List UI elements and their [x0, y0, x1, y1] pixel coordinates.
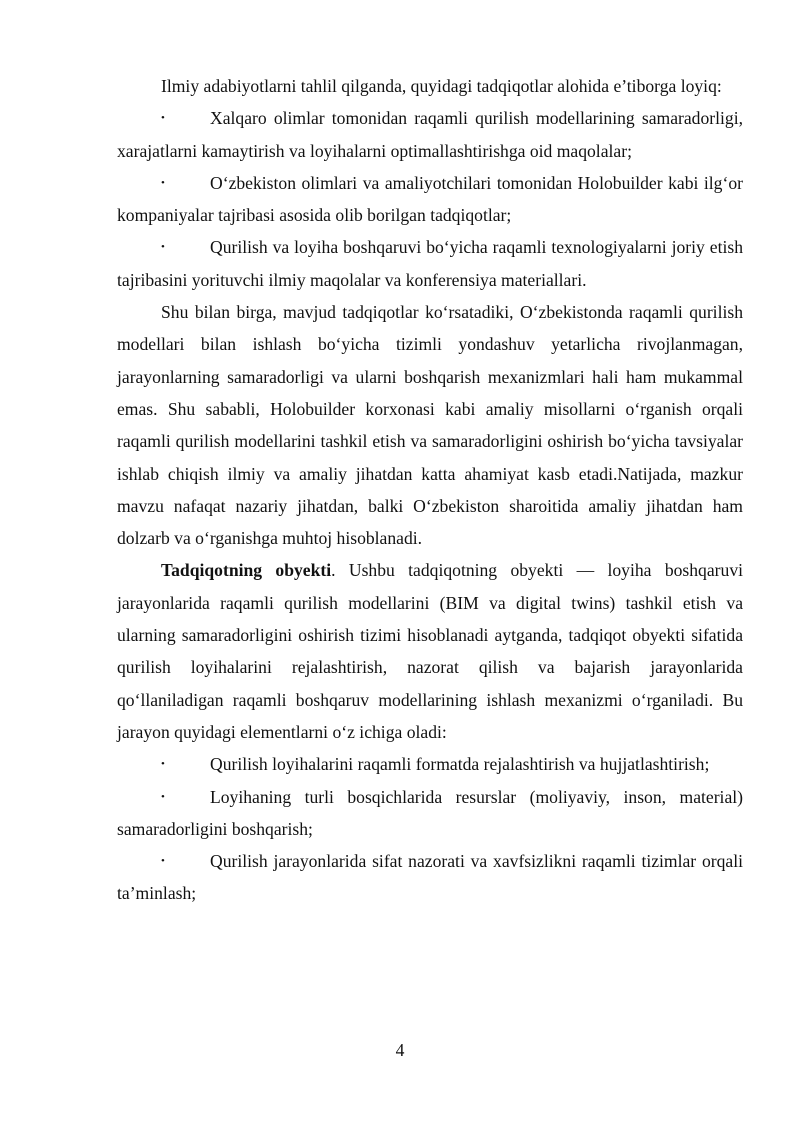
bullet-item	[117, 167, 743, 232]
object-heading: Tadqiqotning obyekti	[161, 560, 332, 581]
bullet-text: Qurilish va loyiha boshqaruvi bo‘yicha raqamli texnologiyalarni joriy etish tajribasini yorituvchi ilmiy maqolalar va konferensiya materiallari.	[117, 237, 743, 290]
bullet-dot-icon: •	[161, 176, 165, 189]
bullet-dot-icon: •	[161, 790, 165, 803]
bullet-item	[117, 748, 743, 780]
bullet-dot-icon: •	[161, 112, 165, 125]
bullet-text: Qurilish loyihalarini raqamli formatda rejalashtirish va hujjatlashtirish;	[210, 754, 710, 775]
page-number: 4	[395, 1040, 405, 1060]
bullet-text: O‘zbekiston olimlari va amaliyotchilari tomonidan Holobuilder kabi ilg‘or kompaniyalar tajribasi asosida olib borilgan tadqiqotlar;	[117, 172, 743, 226]
object-text: . Ushbu tadqiqotning obyekti — loyiha boshqaruvi jarayonlarida raqamli qurilish modellarini (BIM va digital twins) tashkil etish va ularning samaradorligini oshirish tizimi hisoblanadi aytganda, tadqiqot obyekti sifatida qurilish loyihalarini rejalashtirish, nazorat qilish va bajarish jarayonlarida qo‘llaniladigan raqamli boshqaruv modellarining ishlash mexanizmi o‘rganiladi. Bu jarayon quyidagi elementlarni o‘z ichiga oladi:	[117, 560, 744, 742]
bullet-item	[117, 781, 743, 846]
bullet-dot-icon: •	[161, 855, 165, 868]
intro-paragraph: Ilmiy adabiyotlarni tahlil qilganda, quyidagi tadqiqotlar alohida e’tiborga loyiq:	[161, 76, 722, 96]
bullet-item	[117, 231, 743, 296]
object-paragraph	[117, 554, 743, 748]
bullet-dot-icon: •	[161, 758, 165, 771]
bullet-text: Xalqaro olimlar tomonidan raqamli qurilish modellarining samaradorligi, xarajatlarni kamaytirish va loyihalarni optimallashtirishga oid maqolalar;	[117, 108, 743, 161]
bullet-text: Qurilish jarayonlarida sifat nazorati va xavfsizlikni raqamli tizimlar orqali ta’minlash;	[117, 851, 743, 904]
bullet-text: Loyihaning turli bosqichlarida resurslar (moliyaviy, inson, material) samaradorligini boshqarish;	[117, 786, 743, 839]
body-paragraph: Shu bilan birga, mavjud tadqiqotlar ko‘rsatadiki, O‘zbekistonda raqamli qurilish modellari bilan ishlash bo‘yicha tizimli yondashuv yetarlicha rivojlanmagan, jarayonlarning samaradorligi va ularni boshqarish mexanizmlari hali ham mukammal emas. Shu sababli, Holobuilder korxonasi kabi amaliy misollarni o‘rganish orqali raqamli qurilish modellarini tashkil etish va samaradorligini oshirish bo‘yicha tavsiyalar ishlab chiqish ilmiy va amaliy jihatdan katta ahamiyat kasb etadi.Natijada, mazkur mavzu nafaqat nazariy jihatdan, balki O‘zbekiston sharoitida amaliy jihatdan ham dolzarb va o‘rganishga muhtoj hisoblanadi.	[117, 302, 743, 549]
bullet-item	[117, 102, 743, 167]
bullet-dot-icon: •	[161, 241, 165, 254]
page-body	[117, 70, 743, 910]
bullet-item	[117, 845, 743, 910]
